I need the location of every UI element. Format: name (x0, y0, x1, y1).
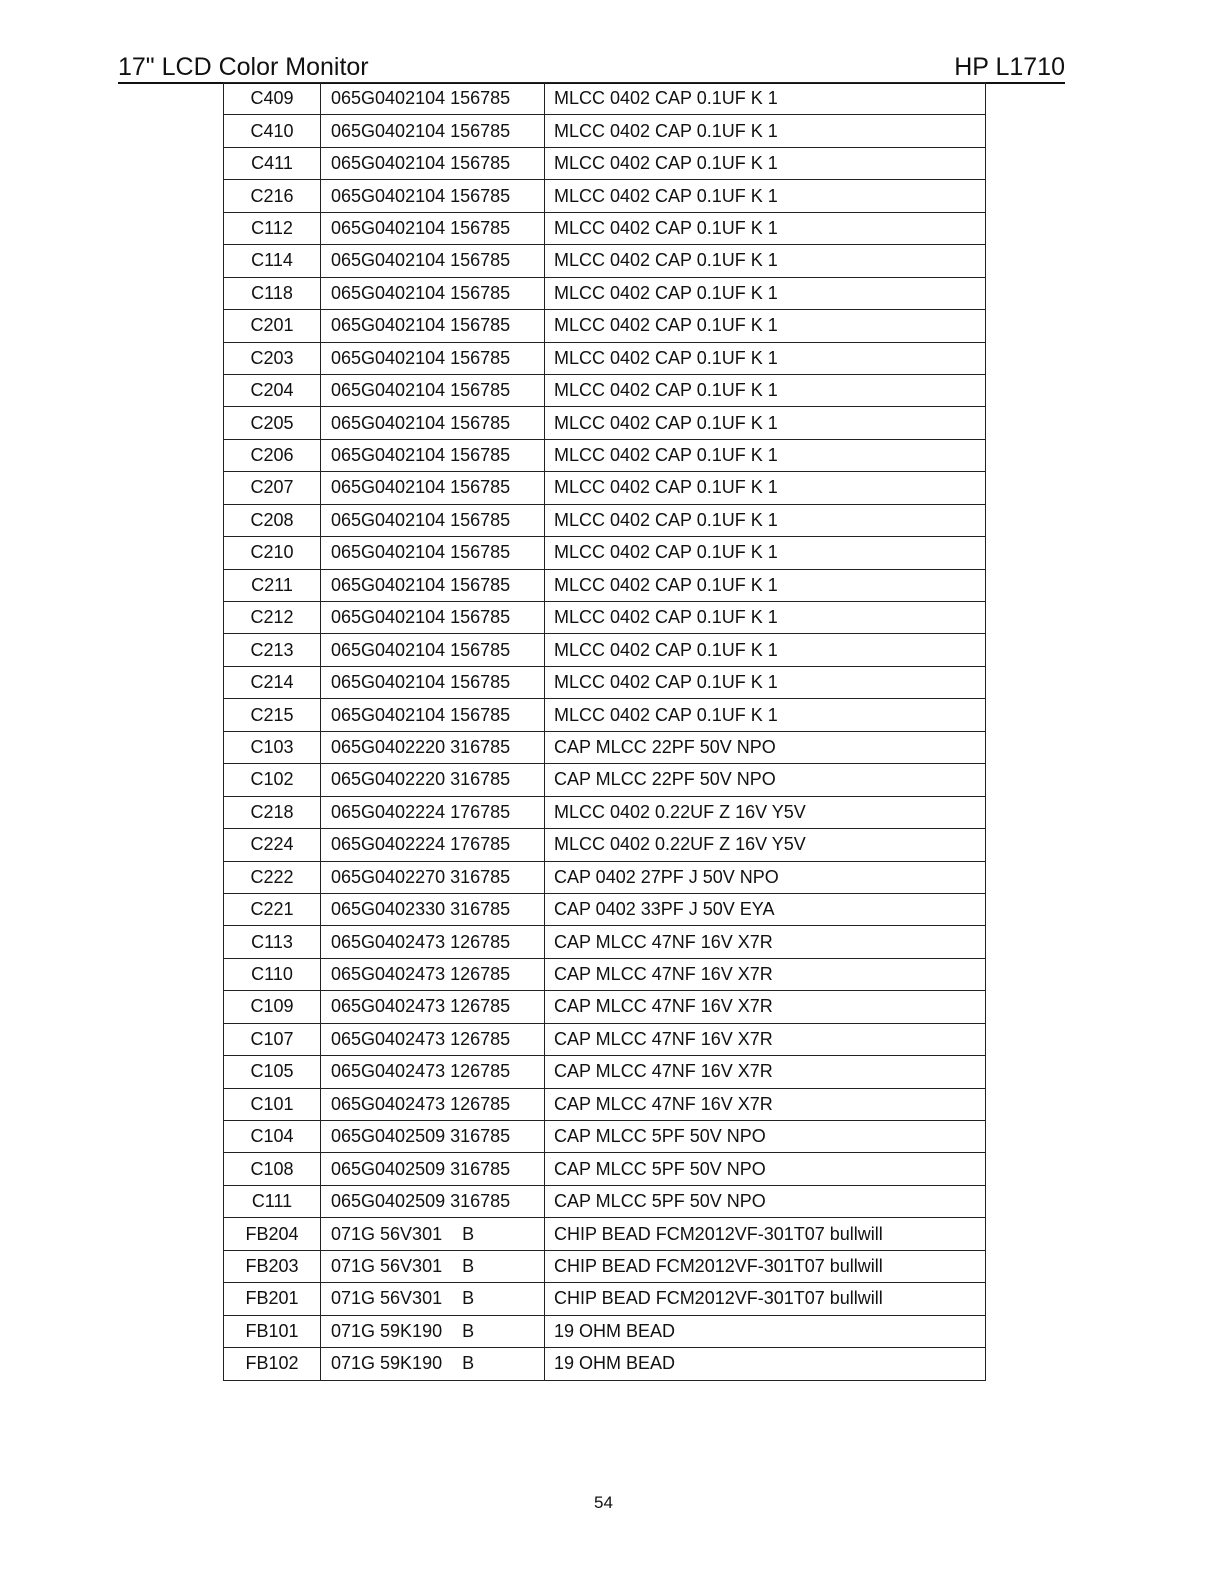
table-row (224, 829, 986, 861)
table-row (224, 1283, 986, 1315)
part-number-cell: 065G0402473 126785 (321, 991, 545, 1023)
description-cell: 19 OHM BEAD (545, 1348, 986, 1380)
description-cell: MLCC 0402 CAP 0.1UF K 1 (545, 342, 986, 374)
table-row (224, 666, 986, 698)
part-number-cell: 065G0402330 316785 (321, 893, 545, 925)
part-number-cell: 071G 56V301 B (321, 1283, 545, 1315)
part-number-cell: 071G 59K190 B (321, 1348, 545, 1380)
description-cell: MLCC 0402 CAP 0.1UF K 1 (545, 537, 986, 569)
reference-designator-cell: C111 (224, 1185, 321, 1217)
reference-designator-cell: C104 (224, 1121, 321, 1153)
reference-designator-cell: C207 (224, 472, 321, 504)
reference-designator-cell: C411 (224, 147, 321, 179)
description-cell: MLCC 0402 CAP 0.1UF K 1 (545, 277, 986, 309)
reference-designator-cell: C208 (224, 504, 321, 536)
table-row (224, 1153, 986, 1185)
description-cell: MLCC 0402 0.22UF Z 16V Y5V (545, 796, 986, 828)
part-number-cell: 065G0402104 156785 (321, 115, 545, 147)
reference-designator-cell: C108 (224, 1153, 321, 1185)
part-number-cell: 071G 59K190 B (321, 1315, 545, 1347)
description-cell: CAP MLCC 47NF 16V X7R (545, 926, 986, 958)
description-cell: MLCC 0402 CAP 0.1UF K 1 (545, 602, 986, 634)
description-cell: MLCC 0402 CAP 0.1UF K 1 (545, 212, 986, 244)
description-cell: MLCC 0402 CAP 0.1UF K 1 (545, 310, 986, 342)
reference-designator-cell: FB204 (224, 1218, 321, 1250)
table-row (224, 504, 986, 536)
reference-designator-cell: C201 (224, 310, 321, 342)
description-cell: CAP MLCC 47NF 16V X7R (545, 1023, 986, 1055)
part-number-cell: 065G0402104 156785 (321, 569, 545, 601)
description-cell: MLCC 0402 CAP 0.1UF K 1 (545, 634, 986, 666)
reference-designator-cell: C215 (224, 699, 321, 731)
table-row (224, 115, 986, 147)
description-cell: MLCC 0402 CAP 0.1UF K 1 (545, 245, 986, 277)
reference-designator-cell: C102 (224, 764, 321, 796)
reference-designator-cell: C221 (224, 893, 321, 925)
description-cell: CAP MLCC 47NF 16V X7R (545, 1088, 986, 1120)
table-row (224, 342, 986, 374)
description-cell: CAP 0402 27PF J 50V NPO (545, 861, 986, 893)
reference-designator-cell: FB201 (224, 1283, 321, 1315)
reference-designator-cell: C105 (224, 1056, 321, 1088)
table-row (224, 958, 986, 990)
part-number-cell: 065G0402104 156785 (321, 277, 545, 309)
description-cell: MLCC 0402 CAP 0.1UF K 1 (545, 439, 986, 471)
reference-designator-cell: FB102 (224, 1348, 321, 1380)
description-cell: 19 OHM BEAD (545, 1315, 986, 1347)
table-row (224, 602, 986, 634)
description-cell: CHIP BEAD FCM2012VF-301T07 bullwill (545, 1283, 986, 1315)
description-cell: MLCC 0402 CAP 0.1UF K 1 (545, 407, 986, 439)
part-number-cell: 065G0402104 156785 (321, 602, 545, 634)
page-header (118, 52, 1065, 84)
table-row (224, 1088, 986, 1120)
description-cell: CAP MLCC 47NF 16V X7R (545, 991, 986, 1023)
part-number-cell: 065G0402104 156785 (321, 212, 545, 244)
reference-designator-cell: C212 (224, 602, 321, 634)
reference-designator-cell: C409 (224, 83, 321, 115)
description-cell: CAP MLCC 22PF 50V NPO (545, 731, 986, 763)
description-cell: CHIP BEAD FCM2012VF-301T07 bullwill (545, 1218, 986, 1250)
description-cell: MLCC 0402 CAP 0.1UF K 1 (545, 180, 986, 212)
part-number-cell: 065G0402220 316785 (321, 764, 545, 796)
reference-designator-cell: C224 (224, 829, 321, 861)
table-row (224, 569, 986, 601)
reference-designator-cell: C216 (224, 180, 321, 212)
reference-designator-cell: FB203 (224, 1250, 321, 1282)
reference-designator-cell: C213 (224, 634, 321, 666)
part-number-cell: 065G0402473 126785 (321, 926, 545, 958)
part-number-cell: 065G0402104 156785 (321, 180, 545, 212)
table-row (224, 893, 986, 925)
reference-designator-cell: C114 (224, 245, 321, 277)
part-number-cell: 065G0402220 316785 (321, 731, 545, 763)
reference-designator-cell: C101 (224, 1088, 321, 1120)
part-number-cell: 065G0402104 156785 (321, 374, 545, 406)
part-number-cell: 065G0402104 156785 (321, 504, 545, 536)
reference-designator-cell: C205 (224, 407, 321, 439)
reference-designator-cell: C214 (224, 666, 321, 698)
part-number-cell: 065G0402104 156785 (321, 83, 545, 115)
description-cell: CAP MLCC 5PF 50V NPO (545, 1185, 986, 1217)
part-number-cell: 065G0402473 126785 (321, 1056, 545, 1088)
table-row (224, 1056, 986, 1088)
part-number-cell: 065G0402473 126785 (321, 1088, 545, 1120)
table-row (224, 991, 986, 1023)
table-row (224, 764, 986, 796)
table-row (224, 1121, 986, 1153)
description-cell: CHIP BEAD FCM2012VF-301T07 bullwill (545, 1250, 986, 1282)
reference-designator-cell: C211 (224, 569, 321, 601)
part-number-cell: 065G0402473 126785 (321, 958, 545, 990)
reference-designator-cell: C112 (224, 212, 321, 244)
part-number-cell: 071G 56V301 B (321, 1218, 545, 1250)
part-number-cell: 065G0402224 176785 (321, 829, 545, 861)
description-cell: CAP MLCC 47NF 16V X7R (545, 1056, 986, 1088)
table-row (224, 439, 986, 471)
table-row (224, 1185, 986, 1217)
description-cell: MLCC 0402 CAP 0.1UF K 1 (545, 666, 986, 698)
reference-designator-cell: C109 (224, 991, 321, 1023)
table-row (224, 1023, 986, 1055)
description-cell: MLCC 0402 CAP 0.1UF K 1 (545, 83, 986, 115)
part-number-cell: 065G0402104 156785 (321, 147, 545, 179)
description-cell: MLCC 0402 CAP 0.1UF K 1 (545, 115, 986, 147)
reference-designator-cell: C203 (224, 342, 321, 374)
part-number-cell: 065G0402104 156785 (321, 699, 545, 731)
part-number-cell: 065G0402224 176785 (321, 796, 545, 828)
table-row (224, 310, 986, 342)
reference-designator-cell: C107 (224, 1023, 321, 1055)
table-row (224, 245, 986, 277)
reference-designator-cell: C206 (224, 439, 321, 471)
table-row (224, 699, 986, 731)
table-row (224, 634, 986, 666)
table-row (224, 861, 986, 893)
reference-designator-cell: C118 (224, 277, 321, 309)
part-number-cell: 065G0402104 156785 (321, 342, 545, 374)
description-cell: MLCC 0402 CAP 0.1UF K 1 (545, 504, 986, 536)
reference-designator-cell: C210 (224, 537, 321, 569)
table-row (224, 1348, 986, 1380)
part-number-cell: 065G0402104 156785 (321, 439, 545, 471)
part-number-cell: 065G0402104 156785 (321, 245, 545, 277)
table-row (224, 1218, 986, 1250)
document-title: 17" LCD Color Monitor (118, 53, 369, 81)
table-row (224, 926, 986, 958)
part-number-cell: 065G0402473 126785 (321, 1023, 545, 1055)
table-row (224, 1250, 986, 1282)
part-number-cell: 065G0402270 316785 (321, 861, 545, 893)
part-number-cell: 065G0402509 316785 (321, 1153, 545, 1185)
table-row (224, 212, 986, 244)
table-row (224, 537, 986, 569)
part-number-cell: 065G0402104 156785 (321, 472, 545, 504)
description-cell: MLCC 0402 CAP 0.1UF K 1 (545, 374, 986, 406)
part-number-cell: 065G0402509 316785 (321, 1121, 545, 1153)
reference-designator-cell: C113 (224, 926, 321, 958)
description-cell: CAP MLCC 5PF 50V NPO (545, 1153, 986, 1185)
description-cell: CAP MLCC 47NF 16V X7R (545, 958, 986, 990)
table-row (224, 83, 986, 115)
description-cell: MLCC 0402 0.22UF Z 16V Y5V (545, 829, 986, 861)
table-row (224, 147, 986, 179)
table-row (224, 407, 986, 439)
parts-list-table (223, 82, 986, 1381)
table-row (224, 180, 986, 212)
table-row (224, 472, 986, 504)
parts-list-body (224, 83, 986, 1381)
reference-designator-cell: C110 (224, 958, 321, 990)
table-row (224, 374, 986, 406)
description-cell: CAP MLCC 5PF 50V NPO (545, 1121, 986, 1153)
part-number-cell: 071G 56V301 B (321, 1250, 545, 1282)
description-cell: MLCC 0402 CAP 0.1UF K 1 (545, 699, 986, 731)
table-row (224, 731, 986, 763)
part-number-cell: 065G0402104 156785 (321, 537, 545, 569)
reference-designator-cell: FB101 (224, 1315, 321, 1347)
model-name: HP L1710 (954, 53, 1065, 81)
reference-designator-cell: C222 (224, 861, 321, 893)
part-number-cell: 065G0402104 156785 (321, 634, 545, 666)
description-cell: MLCC 0402 CAP 0.1UF K 1 (545, 147, 986, 179)
part-number-cell: 065G0402104 156785 (321, 666, 545, 698)
part-number-cell: 065G0402104 156785 (321, 310, 545, 342)
description-cell: MLCC 0402 CAP 0.1UF K 1 (545, 569, 986, 601)
part-number-cell: 065G0402509 316785 (321, 1185, 545, 1217)
description-cell: MLCC 0402 CAP 0.1UF K 1 (545, 472, 986, 504)
table-row (224, 796, 986, 828)
description-cell: CAP MLCC 22PF 50V NPO (545, 764, 986, 796)
description-cell: CAP 0402 33PF J 50V EYA (545, 893, 986, 925)
table-row (224, 277, 986, 309)
table-row (224, 1315, 986, 1347)
page-number: 54 (594, 1493, 613, 1512)
reference-designator-cell: C218 (224, 796, 321, 828)
reference-designator-cell: C410 (224, 115, 321, 147)
part-number-cell: 065G0402104 156785 (321, 407, 545, 439)
reference-designator-cell: C103 (224, 731, 321, 763)
reference-designator-cell: C204 (224, 374, 321, 406)
